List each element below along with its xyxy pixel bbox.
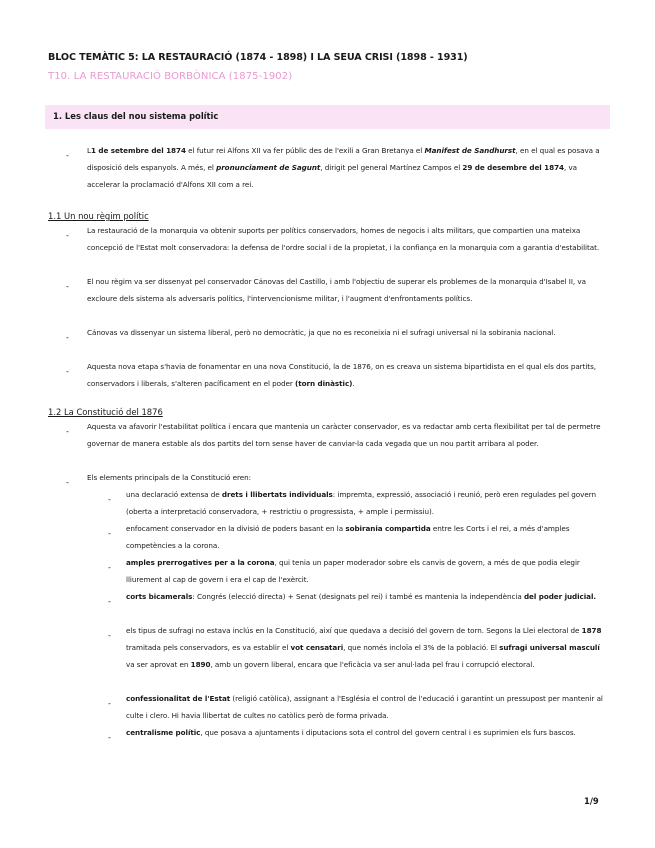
list-item: La restauració de la monarquia va obtenir suports per polítics conservadors, homes de negocis i alts militars, que compartien una mateixa concepció de l'Estat molt conservadora: la defensa de l'ordre social i de la propietat, i la confiança en la monarquia com a garantia d'estabilitat. <box>87 226 600 253</box>
list-item: Aquesta nova etapa s'havia de fonamentar en una nova Constitució, la de 1876, on es creava un sistema bipartidista en el qual els dos partits, conservadors i liberals, s'alteren pacíficament en el poder (torn dinàstic). <box>87 362 597 389</box>
document-title: BLOC TEMÀTIC 5: LA RESTAURACIÓ (1874 - 1898) I LA SEUA CRISI (1898 - 1931) <box>48 52 468 63</box>
bullet-dash: - <box>108 597 111 606</box>
page-number: 1/9 <box>584 796 599 806</box>
section-heading-box <box>45 105 610 129</box>
section-heading: 1. Les claus del nou sistema polític <box>53 111 219 121</box>
bullet-dash: - <box>66 478 69 487</box>
bullet-dash: - <box>108 631 111 640</box>
list-item: Cánovas va dissenyar un sistema liberal, però no democràtic, ja que no es reconeixia ni el sufragi universal ni la sobirania nacional. <box>87 328 556 337</box>
nested-list-item: confessionalitat de l'Estat (religió catòlica), assignant a l'Església el control de l'educació i garantint un pressupost per mantenir al culte i clero. Hi havia llibertat de cultes no catòlics però de forma privada. <box>126 694 603 721</box>
bullet-dash: - <box>108 733 111 742</box>
nested-list-item: corts bicamerals: Congrés (elecció directa) + Senat (designats pel rei) i també es mantenia la independència del poder judicial. <box>126 592 597 601</box>
list-item: El nou règim va ser dissenyat pel conservador Cánovas del Castillo, i amb l'objectiu de superar els problemes de la monarquia d'Isabel II, va excloure dels sistema als adversaris polítics, l'intervencionisme militar, i l'augment d'enfrontaments polítics. <box>87 277 586 304</box>
list-item: Els elements principals de la Constitució eren: <box>87 473 252 482</box>
bullet-dash: - <box>108 563 111 572</box>
intro-paragraph: L1 de setembre del 1874 el futur rei Alfons XII va fer públic des de l'exili a Gran Bretanya el Manifest de Sandhurst, en el qual es posava a disposició dels espanyols. A més, el pronunciament de Sagunt, dirigit pel general Martínez Campos el 29 de desembre del 1874, va accelerar la proclamació d'Alfons XII com a rei. <box>87 146 600 190</box>
bullet-dash: - <box>66 151 69 160</box>
subsection-heading: 1.2 La Constitució del 1876 <box>48 407 163 417</box>
bullet-dash: - <box>66 333 69 342</box>
nested-list-item: amples prerrogatives per a la corona, qui tenia un paper moderador sobre els canvis de govern, a més de que podia elegir lliurement al cap de govern i era el cap de l'exèrcit. <box>126 558 580 585</box>
bullet-dash: - <box>108 699 111 708</box>
bullet-dash: - <box>108 529 111 538</box>
subsection-heading: 1.1 Un nou règim polític <box>48 211 149 221</box>
list-item: Aquesta va afavorir l'estabilitat política i encara que mantenia un caràcter conservador, es va redactar amb certa flexibilitat per tal de permetre governar de manera estable als dos partits del torn sense haver de canviar-la cada vegada que un nou partit arribara al poder. <box>87 422 601 449</box>
nested-list-item: centralisme polític, que posava a ajuntaments i diputacions sota el control del govern central i es suprimien els furs bascos. <box>126 728 576 737</box>
bullet-dash: - <box>66 427 69 436</box>
bullet-dash: - <box>66 367 69 376</box>
bullet-dash: - <box>66 231 69 240</box>
nested-list-item: una declaració extensa de drets i llibertats individuals: impremta, expressió, associació i reunió, però eren regulades pel govern (oberta a interpretació conservadora, + restrictiu o progressista, + ample i permissiu). <box>126 490 596 517</box>
bullet-dash: - <box>66 282 69 291</box>
nested-list-item: enfocament conservador en la divisió de poders basant en la sobirania compartida entre les Corts i el rei, a més d'amples competències a la corona. <box>126 524 570 551</box>
nested-list-item: els tipus de sufragi no estava inclús en la Constitució, així que quedava a decisió del govern de torn. Segons la Llei electoral de 1878 tramitada pels conservadors, es va establir el vot censatari, que només incloïa el 3% de la població. El sufragi universal masculí va ser aprovat en 1890, amb un govern liberal, encara que l'eficàcia va ser anul·lada pel frau i corrupció electoral. <box>126 626 602 670</box>
bullet-dash: - <box>108 495 111 504</box>
document-subtitle: T10. LA RESTAURACIÓ BORBÒNICA (1875-1902) <box>48 71 293 82</box>
